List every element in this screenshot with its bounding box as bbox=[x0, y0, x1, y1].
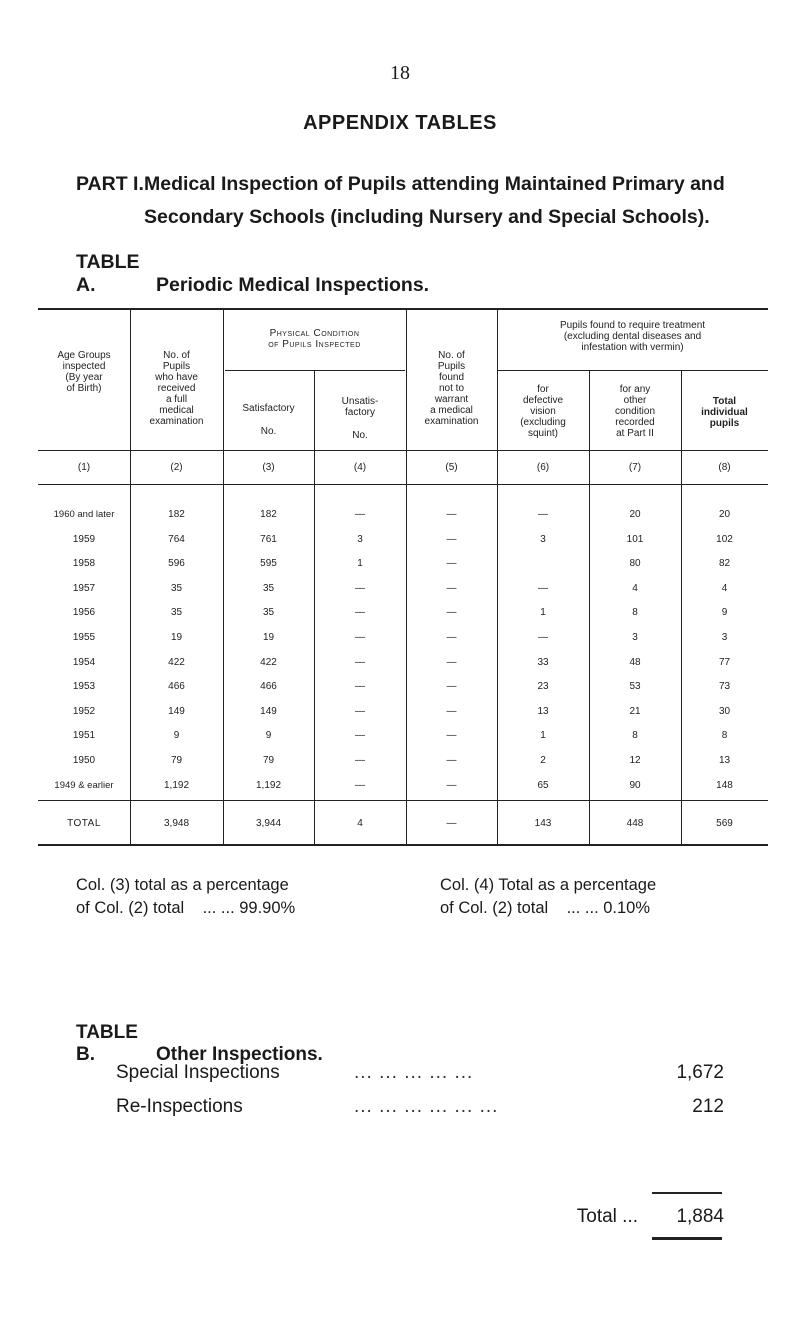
table-row-cell: 8 bbox=[632, 730, 638, 742]
column-number-cell: (6) bbox=[536, 462, 550, 473]
table-row-cell: 149 bbox=[260, 705, 277, 717]
table-row-cell: 13 bbox=[537, 705, 549, 717]
table-row-cell: 182 bbox=[168, 509, 185, 520]
table-row-cell: 30 bbox=[718, 705, 731, 717]
table-row-cell: 79 bbox=[170, 755, 183, 766]
table-row-cell: 3 bbox=[632, 632, 638, 643]
table-row-cell: — bbox=[355, 681, 365, 693]
table-bottom-rule bbox=[38, 844, 768, 846]
table-row-cell: 1949 & earlier bbox=[54, 779, 114, 791]
table-b-row-label: Re-Inspections bbox=[116, 1096, 243, 1117]
table-row-cell bbox=[497, 558, 589, 570]
header-satisfactory: Satisfactory No. bbox=[242, 403, 295, 437]
col4-percentage-line2: of Col. (2) total ... ... 0.10% bbox=[440, 899, 651, 917]
table-row-cell: 1 bbox=[540, 607, 546, 619]
column-number-cell: (3) bbox=[262, 462, 275, 473]
table-b-row-value: 1,672 bbox=[676, 1062, 724, 1083]
table-top-rule bbox=[38, 308, 768, 310]
table-b-total-value: 1,884 bbox=[676, 1206, 724, 1227]
table-row-cell: 1 bbox=[357, 558, 363, 570]
table-row-cell: 3 bbox=[540, 533, 546, 545]
table-row-cell: 1,192 bbox=[255, 779, 282, 791]
table-row-cell: 1955 bbox=[72, 632, 96, 643]
total-row-cell: 4 bbox=[357, 818, 363, 829]
table-row-cell: — bbox=[355, 705, 365, 717]
table-row-cell: 102 bbox=[716, 533, 733, 545]
page-number: 18 bbox=[390, 62, 410, 84]
table-row-cell: 595 bbox=[260, 558, 277, 570]
table-row-cell: 1951 bbox=[72, 730, 96, 742]
table-row-cell: — bbox=[446, 730, 457, 742]
table-b-label: TABLE B. bbox=[76, 1022, 138, 1065]
header-age-groups: Age Groups inspected (By year of Birth) bbox=[57, 350, 111, 394]
col3-percentage-line1: Col. (3) total as a percentage bbox=[76, 876, 289, 894]
table-row-cell: 12 bbox=[629, 755, 641, 766]
table-row-cell: 13 bbox=[718, 755, 731, 766]
double-rule bbox=[652, 1237, 722, 1240]
table-row-cell: 80 bbox=[629, 558, 641, 570]
appendix-title: APPENDIX TABLES bbox=[303, 112, 497, 134]
table-b-title: Other Inspections. bbox=[156, 1044, 323, 1065]
table-row-cell: 9 bbox=[173, 730, 180, 742]
table-row-cell: — bbox=[446, 779, 457, 791]
total-row-cell: 448 bbox=[626, 818, 644, 829]
table-row-cell: — bbox=[446, 656, 457, 668]
total-row-cell: 569 bbox=[716, 818, 733, 829]
table-row-cell: — bbox=[355, 730, 365, 742]
col4-percentage bbox=[440, 874, 656, 920]
col4-percentage-line1: Col. (4) Total as a percentage bbox=[440, 876, 657, 894]
table-row-cell: — bbox=[538, 632, 548, 643]
table-row-cell: — bbox=[446, 755, 457, 766]
part-heading bbox=[76, 168, 796, 234]
table-row-cell: 1957 bbox=[72, 582, 96, 594]
table-a-label: TABLE A. bbox=[76, 251, 140, 296]
table-row-cell: 466 bbox=[260, 681, 277, 693]
table-row-cell: 2 bbox=[540, 755, 546, 766]
table-row-cell: 1 bbox=[540, 730, 546, 742]
table-row-cell: — bbox=[446, 705, 457, 717]
total-top-rule bbox=[38, 800, 768, 801]
table-row-cell: 101 bbox=[626, 533, 644, 545]
table-row-cell: 53 bbox=[629, 681, 641, 693]
table-row-cell: 79 bbox=[262, 755, 275, 766]
column-number-cell: (4) bbox=[353, 462, 367, 473]
table-row-cell: 148 bbox=[716, 779, 733, 791]
table-row-cell: 1952 bbox=[72, 705, 96, 717]
header-physical-condition: Physical Condition of Pupils Inspected bbox=[268, 328, 361, 350]
table-row-cell: 21 bbox=[629, 705, 641, 717]
column-number-cell: (5) bbox=[445, 462, 458, 473]
table-row-cell: — bbox=[446, 509, 457, 520]
header-pupils-examined: No. of Pupils who have received a full medical examination bbox=[149, 350, 204, 427]
table-row-cell: 596 bbox=[168, 558, 185, 570]
table-row-cell: 761 bbox=[260, 533, 277, 545]
col3-percentage-value: 99.90% bbox=[239, 899, 296, 917]
total-row-cell: 143 bbox=[534, 818, 552, 829]
table-b-total-label: Total ... bbox=[576, 1206, 638, 1227]
table-row-cell: — bbox=[538, 509, 548, 520]
table-row-cell: — bbox=[355, 582, 365, 594]
table-row-cell: 466 bbox=[168, 681, 185, 693]
table-row-cell: 65 bbox=[537, 779, 549, 791]
table-row-cell: — bbox=[446, 632, 457, 643]
table-row-cell: — bbox=[355, 656, 365, 668]
header-other-condition: for any other condition recorded at Part II bbox=[614, 384, 656, 439]
part-label: PART I. bbox=[76, 173, 144, 195]
table-a bbox=[38, 308, 768, 846]
table-row-cell: — bbox=[355, 755, 365, 766]
table-row-cell: 3 bbox=[357, 533, 363, 545]
table-row-cell: — bbox=[446, 558, 457, 570]
column-number-cell: (1) bbox=[77, 462, 91, 473]
table-row-cell: — bbox=[355, 607, 365, 619]
colnum-rule bbox=[38, 484, 768, 485]
table-row-cell: 35 bbox=[170, 582, 183, 594]
table-row-cell: 4 bbox=[721, 582, 728, 594]
table-row-cell: 422 bbox=[168, 656, 185, 668]
table-row-cell: 422 bbox=[260, 656, 277, 668]
table-row-cell: 90 bbox=[629, 779, 641, 791]
table-row-cell: 4 bbox=[632, 582, 638, 594]
table-row-cell: 35 bbox=[262, 607, 275, 619]
header-treatment: Pupils found to require treatment (excluding dental diseases and infestation with vermin) bbox=[559, 320, 706, 353]
table-row-cell: 48 bbox=[629, 656, 641, 668]
table-row-cell: 1953 bbox=[72, 681, 96, 693]
total-rule bbox=[652, 1192, 722, 1194]
table-row-cell: — bbox=[446, 533, 457, 545]
table-row-cell: — bbox=[355, 632, 365, 643]
header-rule bbox=[38, 450, 768, 451]
total-row-cell: 3,948 bbox=[163, 818, 190, 829]
table-row-cell: 1959 bbox=[72, 533, 96, 545]
table-row-cell: — bbox=[355, 779, 365, 791]
table-row-cell: 20 bbox=[629, 509, 641, 520]
table-row-cell: 764 bbox=[168, 533, 185, 545]
table-row-cell: 9 bbox=[721, 607, 728, 619]
table-a-title: Periodic Medical Inspections. bbox=[156, 274, 430, 296]
part-title-line1: Medical Inspection of Pupils attending Maintained Primary and bbox=[144, 173, 725, 195]
column-number-cell: (7) bbox=[628, 462, 642, 473]
table-b-row-value: 212 bbox=[692, 1096, 724, 1117]
table-row-cell: 35 bbox=[170, 607, 183, 619]
table-row-cell: 1954 bbox=[72, 656, 96, 668]
column-number-cell: (8) bbox=[718, 462, 731, 473]
table-row-cell: 3 bbox=[721, 632, 728, 643]
table-row-cell: 8 bbox=[721, 730, 728, 742]
table-row-cell: 73 bbox=[718, 681, 731, 693]
physical-subrule bbox=[225, 370, 405, 371]
total-row-cell: TOTAL bbox=[67, 818, 101, 829]
table-row-cell: 35 bbox=[262, 582, 275, 594]
table-a-heading bbox=[76, 251, 429, 297]
part-title-line2: Secondary Schools (including Nursery and Special Schools). bbox=[144, 206, 710, 228]
table-b-row-label: Special Inspections bbox=[116, 1062, 280, 1083]
table-row-cell: 77 bbox=[718, 656, 731, 668]
table-row-cell: 19 bbox=[170, 632, 183, 643]
column-number-cell: (2) bbox=[170, 462, 183, 473]
table-row-cell: 149 bbox=[168, 705, 185, 717]
header-defective-vision: for defective vision (excluding squint) bbox=[520, 384, 566, 439]
table-row-cell: 82 bbox=[718, 558, 731, 570]
table-row-cell: 1960 and later bbox=[53, 509, 115, 520]
table-row-cell: 1956 bbox=[72, 607, 96, 619]
table-row-cell: — bbox=[355, 509, 365, 520]
table-row-cell: 1958 bbox=[72, 558, 96, 570]
treatment-subrule bbox=[498, 370, 768, 371]
table-row-cell: 19 bbox=[262, 632, 275, 643]
col4-percentage-value: 0.10% bbox=[603, 899, 651, 917]
table-row-cell: — bbox=[446, 582, 457, 594]
table-row-cell: — bbox=[446, 681, 457, 693]
table-b-heading bbox=[76, 1022, 323, 1066]
table-row-cell: 182 bbox=[260, 509, 277, 520]
table-row-cell: 33 bbox=[537, 656, 549, 668]
table-row-cell: 23 bbox=[537, 681, 549, 693]
table-row-cell: — bbox=[446, 607, 457, 619]
table-row-cell: — bbox=[538, 582, 548, 594]
total-row-cell: — bbox=[446, 818, 457, 829]
col3-percentage bbox=[76, 874, 295, 920]
table-row-cell: 9 bbox=[265, 730, 272, 742]
header-unsatisfactory: Unsatis- factory No. bbox=[341, 396, 379, 441]
header-total-individual: Total individual pupils bbox=[701, 396, 748, 429]
table-row-cell: 1,192 bbox=[163, 779, 190, 791]
total-row-cell: 3,944 bbox=[255, 818, 282, 829]
table-row-cell: 20 bbox=[718, 509, 731, 520]
header-not-warranting: No. of Pupils found not to warrant a medical examination bbox=[424, 350, 479, 427]
table-row-cell: 1950 bbox=[72, 755, 96, 766]
table-row-cell: 8 bbox=[632, 607, 638, 619]
col3-percentage-line2: of Col. (2) total ... ... 99.90% bbox=[76, 899, 296, 917]
